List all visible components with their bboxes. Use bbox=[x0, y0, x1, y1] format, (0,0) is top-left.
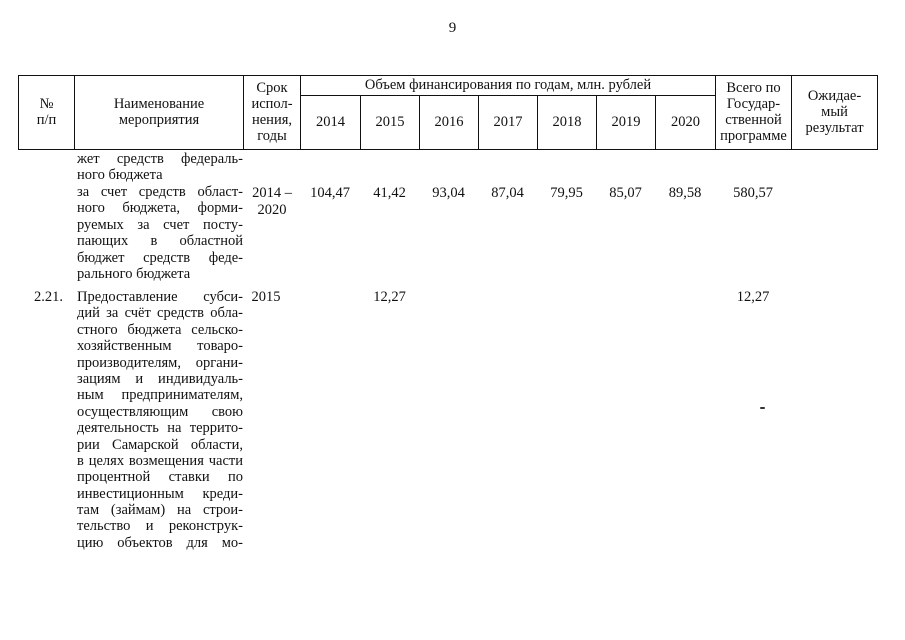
header-year-2017: 2017 bbox=[478, 95, 537, 149]
value-2019: 85,07 bbox=[609, 185, 642, 201]
table-row: жет средств федераль- ного бюджета bbox=[77, 151, 243, 184]
row-term: 2015 bbox=[251, 289, 281, 305]
value-total: 580,57 bbox=[733, 185, 773, 201]
header-year-2016: 2016 bbox=[419, 95, 478, 149]
value-2014: 104,47 bbox=[310, 185, 350, 201]
header-year-2020: 2020 bbox=[655, 95, 715, 149]
row-term: 2014 – 2020 bbox=[252, 185, 292, 218]
header-term: Срок испол- нения, годы bbox=[243, 75, 300, 149]
header-total: Всего по Государ- ственной программе bbox=[715, 75, 791, 149]
value-2020: 89,58 bbox=[668, 185, 702, 201]
value-2015: 12,27 bbox=[373, 289, 406, 305]
value-2017: 87,04 bbox=[491, 185, 524, 201]
header-num: № п/п bbox=[18, 75, 74, 149]
header-year-2018: 2018 bbox=[537, 95, 596, 149]
table-row: Предоставление субси- дий за счёт средств обла- стного бюджета сельско- хозяйственным товаро- производителям, органи- зациям и индивидуаль- ным предпринимателям, осуществляющим свою деятельность на террито- рии Самарской области, в целях возмещения части процентной ставки по инвестиционным креди- там (займам) на строи- тельство и реконструк- цию объектов для мо- bbox=[77, 289, 243, 551]
scan-mark bbox=[760, 407, 765, 409]
row-number: 2.21. bbox=[34, 289, 63, 305]
header-name: Наименование мероприятия bbox=[74, 75, 243, 149]
header-result: Ожидае- мый результат bbox=[791, 75, 878, 149]
page-number: 9 bbox=[448, 20, 457, 36]
header-year-2019: 2019 bbox=[596, 95, 655, 149]
value-2015: 41,42 bbox=[373, 185, 406, 201]
header-year-2014: 2014 bbox=[300, 95, 360, 149]
header-year-2015: 2015 bbox=[360, 95, 419, 149]
value-2016: 93,04 bbox=[432, 185, 465, 201]
value-2018: 79,95 bbox=[550, 185, 583, 201]
value-total: 12,27 bbox=[736, 289, 770, 305]
table-row: за счет средств област- ного бюджета, форми- руемых за счет посту- пающих в областной бюджет средств феде- рального бюджета bbox=[77, 184, 243, 282]
header-financing-title: Объем финансирования по годам, млн. рублей bbox=[300, 75, 715, 95]
